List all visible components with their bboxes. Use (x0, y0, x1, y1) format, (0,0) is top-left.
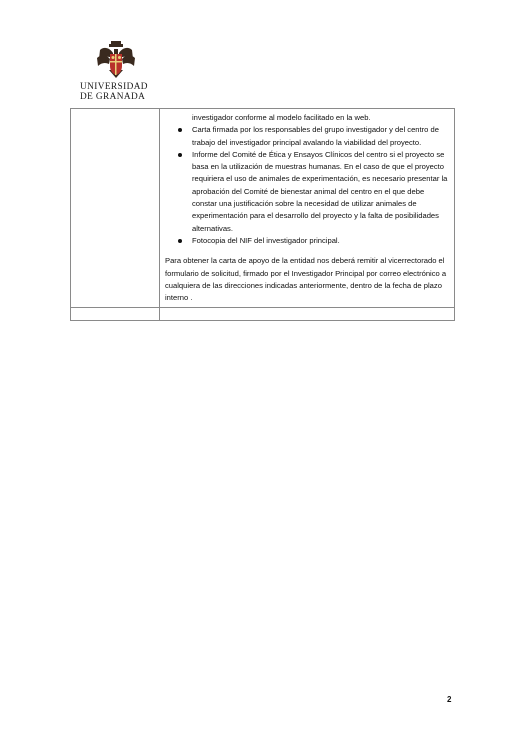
cell-content (160, 109, 454, 307)
table-cell-right (160, 109, 455, 308)
table-row-empty (71, 308, 455, 321)
requirements-table (70, 108, 455, 321)
university-crest-icon (94, 40, 138, 82)
table-row (71, 109, 455, 308)
table-cell-left (71, 109, 160, 308)
university-logo (80, 40, 152, 102)
table-cell-right-empty (160, 308, 455, 321)
table-cell-left-empty (71, 308, 160, 321)
list-item: Informe del Comité de Ética y Ensayos Clínicos del centro si el proyecto se basa en la utilización de muestras humanas. En el caso de que el proyecto requiriera el uso de animales de experimentación, es necesario presentar la aprobación del Comité de bienestar animal del centro en el que debe constar una justificación sobre la necesidad de utilizar animales de experimentación para el desarrollo del proyecto y la falta de posibilidades alternativas. (165, 149, 450, 235)
instructions-paragraph: Para obtener la carta de apoyo de la entidad nos deberá remitir al vicerrectorado el formulario de solicitud, firmado por el Investigador Principal por correo electrónico a cualquiera de las direcciones indicadas anteriormente, dentro de la fecha de plazo interno . (165, 256, 447, 303)
continued-text: investigador conforme al modelo facilitado en la web. (192, 113, 371, 122)
page-number: 2 (447, 695, 452, 704)
requirements-list (165, 124, 450, 247)
list-item: Fotocopia del NIF del investigador principal. (165, 235, 450, 247)
logo-text-line1: UNIVERSIDAD (80, 82, 148, 92)
list-item: Carta firmada por los responsables del grupo investigador y del centro de trabajo del investigador principal avalando la viabilidad del proyecto. (165, 124, 450, 149)
logo-text-line2: DE GRANADA (80, 91, 146, 102)
